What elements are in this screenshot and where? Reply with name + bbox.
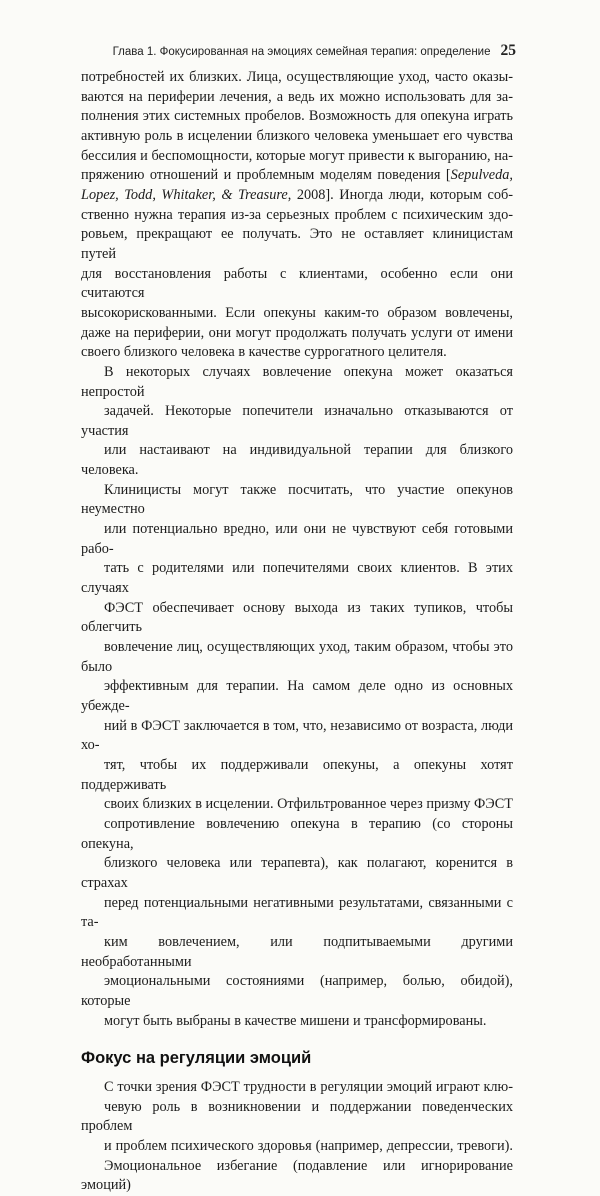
citation-authors: Sepulveda, xyxy=(450,167,513,184)
text-line: или настаивают на индивидуальной терапии для близкого человека. xyxy=(81,442,513,479)
text-line: задачей. Некоторые попечители изначально отказываются от участия xyxy=(81,403,513,439)
page-number: 25 xyxy=(500,42,516,59)
section-heading: Фокус на регуляции эмоций xyxy=(81,1049,312,1068)
text-line: вовлечение лиц, осуществляющих уход, таким образом, чтобы это было xyxy=(81,639,513,675)
text-line: могут быть выбраны в качестве мишени и трансформированы. xyxy=(104,1012,487,1029)
paragraph-1 xyxy=(81,68,513,363)
text-line: бессилия и беспомощности, которые могут привести к выгоранию, на- xyxy=(81,147,513,164)
text-line: активную роль в исцелении близкого человека уменьшает его чувства xyxy=(81,127,513,144)
text-line-citation xyxy=(81,186,513,206)
text-line: своих близких в исцелении. Отфильтрованное через призму ФЭСТ xyxy=(104,796,513,813)
text-line: близкого человека или терапевта), как полагают, коренится в страхах xyxy=(81,855,513,891)
text-line: Клиницисты могут также посчитать, что участие опекунов неуместно xyxy=(81,481,513,518)
text-line: Эмоциональное избегание (подавление или игнорирование эмоций) xyxy=(81,1157,513,1194)
paragraph-3 xyxy=(81,1078,513,1196)
text-line: ким вовлечением, или подпитываемыми другими необработанными xyxy=(81,933,513,970)
body-text xyxy=(81,68,513,1196)
text-line: чевую роль в возникновении и поддержании поведенческих проблем xyxy=(81,1098,513,1135)
text-line: и проблем психического здоровья (например, депрессии, тревоги). xyxy=(104,1138,513,1155)
text-line: полнения этих системных пробелов. Возможность для опекуна играть xyxy=(81,108,513,125)
text-line: тать с родителями или попечителями своих клиентов. В этих случаях xyxy=(81,560,513,597)
text-fragment: пряжению отношений и проблемным моделям поведения [ xyxy=(81,167,451,184)
chapter-title: Глава 1. Фокусированная на эмоциях семейная терапия: определение xyxy=(112,46,491,58)
text-line: ваются на периферии лечения, а ведь их можно использовать для за- xyxy=(81,88,513,105)
text-line: своего близкого человека в качестве суррогатного целителя. xyxy=(81,344,447,361)
text-line: высокорискованными. Если опекуны каким-то образом вовлечены, xyxy=(81,304,513,321)
citation-authors: Lopez, Todd, Whitaker, & Treasure xyxy=(81,186,288,203)
text-line: эффективным для терапии. На самом деле одно из основных убежде- xyxy=(81,678,513,714)
text-line: потребностей их близких. Лица, осуществляющие уход, часто оказы- xyxy=(81,69,513,85)
text-line-citation xyxy=(81,166,513,186)
text-line: для восстановления работы с клиентами, особенно если они считаются xyxy=(81,265,513,302)
paragraph-2 xyxy=(81,363,513,1031)
text-line: или потенциально вредно, или они не чувствуют себя готовыми рабо- xyxy=(81,521,513,557)
text-line: ний в ФЭСТ заключается в том, что, независимо от возраста, люди хо- xyxy=(81,717,513,754)
text-line: ФЭСТ обеспечивает основу выхода из таких тупиков, чтобы облегчить xyxy=(81,599,513,636)
text-line: С точки зрения ФЭСТ трудности в регуляции эмоций играют клю- xyxy=(104,1079,513,1096)
text-line: ственно нужна терапия из-за серьезных проблем с психическим здо- xyxy=(81,206,513,223)
text-fragment: , 2008]. Иногда люди, которым соб- xyxy=(287,186,513,203)
text-line: перед потенциальными негативными результатами, связанными с та- xyxy=(81,894,513,931)
text-line: даже на периферии, они могут продолжать получать услуги от имени xyxy=(81,324,513,341)
text-line: В некоторых случаях вовлечение опекуна может оказаться непростой xyxy=(81,363,513,400)
text-line: эмоциональными состояниями (например, болью, обидой), которые xyxy=(81,973,513,1009)
text-line: ровьем, прекращают ее получать. Это не оставляет клиницистам путей xyxy=(81,226,513,262)
running-header xyxy=(80,42,516,60)
text-line: тят, чтобы их поддерживали опекуны, а опекуны хотят поддерживать xyxy=(81,756,513,793)
text-line: сопротивление вовлечению опекуна в терапию (со стороны опекуна, xyxy=(81,815,513,852)
